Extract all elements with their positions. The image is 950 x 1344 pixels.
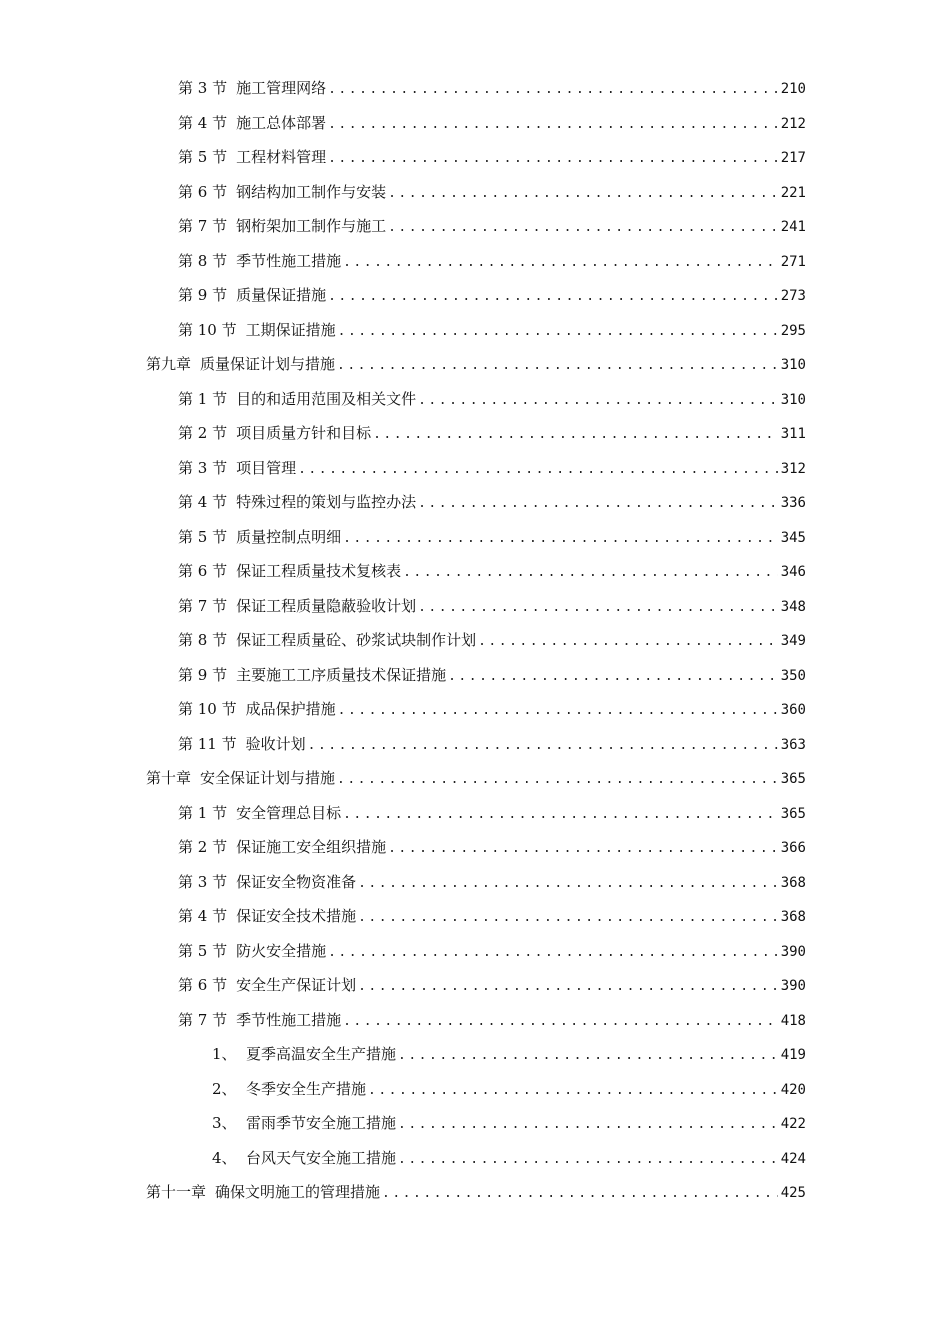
entry-number: 第 6 节 — [178, 562, 228, 580]
entry-number: 第 6 节 — [178, 182, 228, 201]
entry-number: 第 11 节 — [178, 734, 237, 753]
toc-section-entry[interactable] — [0, 106, 950, 141]
entry-page-number: 420 — [780, 1081, 806, 1098]
entry-number: 第 9 节 — [178, 665, 228, 684]
toc-section-entry[interactable] — [0, 968, 950, 1003]
entry-title: 季节性施工措施 — [236, 251, 342, 270]
entry-page-number: 312 — [780, 460, 806, 477]
toc-section-entry[interactable] — [0, 175, 950, 210]
entry-page-number: 348 — [780, 598, 806, 615]
entry-title: 安全管理总目标 — [236, 803, 342, 822]
dot-leader — [328, 108, 778, 143]
entry-page-number: 425 — [780, 1185, 806, 1201]
entry-number: 第 8 节 — [178, 631, 228, 649]
entry-title: 确保文明施工的管理措施 — [215, 1183, 381, 1201]
entry-number: 第 10 节 — [178, 320, 237, 339]
entry-title: 质量保证计划与措施 — [200, 355, 336, 373]
dot-leader — [337, 349, 778, 384]
toc-section-entry[interactable] — [0, 485, 950, 520]
entry-page-number: 349 — [780, 633, 806, 649]
toc-section-entry[interactable] — [0, 244, 950, 279]
entry-title: 保证安全技术措施 — [236, 907, 357, 925]
entry-title: 安全保证计划与措施 — [200, 769, 336, 787]
entry-page-number: 360 — [780, 702, 806, 718]
entry-title: 工程材料管理 — [236, 148, 327, 166]
entry-page-number: 368 — [780, 874, 806, 891]
dot-leader — [478, 625, 778, 660]
entry-title: 保证施工安全组织措施 — [236, 838, 387, 856]
entry-title: 保证工程质量砼、砂浆试块制作计划 — [236, 631, 477, 649]
dot-leader — [338, 315, 778, 350]
entry-page-number: 345 — [780, 529, 806, 546]
entry-page-number: 365 — [780, 805, 806, 822]
entry-number: 第 7 节 — [178, 217, 228, 235]
entry-number: 第十一章 — [146, 1183, 207, 1201]
entry-number: 1、 — [212, 1045, 237, 1063]
entry-page-number: 310 — [780, 391, 806, 408]
toc-section-entry[interactable] — [0, 71, 950, 106]
toc-section-entry[interactable] — [0, 692, 950, 727]
entry-page-number: 271 — [780, 253, 806, 270]
toc-section-entry[interactable] — [0, 589, 950, 624]
dot-leader — [418, 384, 778, 419]
toc-section-entry[interactable] — [0, 278, 950, 313]
entry-title: 钢桁架加工制作与施工 — [236, 217, 387, 235]
entry-page-number: 336 — [780, 495, 806, 511]
entry-number: 第 2 节 — [178, 424, 228, 442]
entry-page-number: 422 — [780, 1116, 806, 1132]
toc-subitem-entry[interactable] — [0, 1072, 950, 1107]
dot-leader — [358, 970, 778, 1005]
entry-title: 保证工程质量隐蔽验收计划 — [236, 596, 417, 615]
entry-title: 工期保证措施 — [245, 320, 336, 339]
entry-title: 成品保护措施 — [245, 700, 336, 718]
dot-leader — [398, 1108, 778, 1143]
entry-page-number: 310 — [780, 357, 806, 373]
entry-title: 目的和适用范围及相关文件 — [236, 389, 417, 408]
entry-title: 安全生产保证计划 — [236, 976, 357, 994]
dot-leader — [448, 660, 778, 695]
entry-number: 第十章 — [146, 769, 192, 787]
entry-title: 质量控制点明细 — [236, 527, 342, 546]
entry-page-number: 418 — [780, 1012, 806, 1029]
entry-page-number: 419 — [780, 1047, 806, 1063]
toc-subitem-entry[interactable] — [0, 1141, 950, 1176]
dot-leader — [308, 729, 778, 764]
entry-page-number: 295 — [780, 322, 806, 339]
toc-section-entry[interactable] — [0, 554, 950, 589]
toc-section-entry[interactable] — [0, 727, 950, 762]
toc-section-entry[interactable] — [0, 865, 950, 900]
entry-title: 雷雨季节安全施工措施 — [246, 1114, 397, 1132]
entry-title: 钢结构加工制作与安装 — [236, 182, 387, 201]
entry-number: 4、 — [212, 1148, 237, 1167]
entry-page-number: 390 — [780, 978, 806, 994]
entry-page-number: 368 — [780, 909, 806, 925]
dot-leader — [403, 556, 778, 591]
entry-title: 主要施工工序质量技术保证措施 — [236, 665, 447, 684]
entry-number: 第九章 — [146, 355, 192, 373]
toc-section-entry[interactable] — [0, 1003, 950, 1038]
dot-leader — [328, 142, 778, 177]
entry-number: 第 4 节 — [178, 907, 228, 925]
entry-title: 特殊过程的策划与监控办法 — [236, 493, 417, 511]
entry-number: 第 7 节 — [178, 1010, 228, 1029]
entry-page-number: 346 — [780, 564, 806, 580]
dot-leader — [338, 694, 778, 729]
toc-section-entry[interactable] — [0, 520, 950, 555]
entry-title: 季节性施工措施 — [236, 1010, 342, 1029]
dot-leader — [388, 177, 778, 212]
entry-page-number: 273 — [780, 288, 806, 304]
entry-page-number: 210 — [780, 81, 806, 97]
entry-title: 冬季安全生产措施 — [246, 1079, 367, 1098]
dot-leader — [418, 487, 778, 522]
dot-leader — [358, 901, 778, 936]
toc-chapter-entry[interactable] — [0, 1175, 950, 1210]
toc-subitem-entry[interactable] — [0, 1037, 950, 1072]
entry-title: 项目质量方针和目标 — [236, 424, 372, 442]
toc-chapter-entry[interactable] — [0, 347, 950, 382]
entry-page-number: 350 — [780, 667, 806, 684]
dot-leader — [298, 453, 778, 488]
dot-leader — [343, 522, 778, 557]
toc-section-entry[interactable] — [0, 140, 950, 175]
entry-title: 项目管理 — [236, 458, 297, 477]
entry-number: 第 9 节 — [178, 286, 228, 304]
table-of-contents — [0, 71, 950, 1210]
entry-page-number: 363 — [780, 736, 806, 753]
entry-page-number: 365 — [780, 771, 806, 787]
dot-leader — [328, 280, 778, 315]
entry-page-number: 212 — [780, 115, 806, 132]
toc-section-entry[interactable] — [0, 623, 950, 658]
entry-number: 2、 — [212, 1079, 237, 1098]
dot-leader — [373, 418, 778, 453]
dot-leader — [418, 591, 778, 626]
entry-page-number: 221 — [780, 184, 806, 201]
dot-leader — [343, 798, 778, 833]
toc-section-entry[interactable] — [0, 451, 950, 486]
toc-section-entry[interactable] — [0, 416, 950, 451]
entry-number: 第 6 节 — [178, 976, 228, 994]
entry-title: 施工总体部署 — [236, 113, 327, 132]
entry-title: 验收计划 — [245, 734, 306, 753]
toc-section-entry[interactable] — [0, 313, 950, 348]
entry-number: 第 7 节 — [178, 596, 228, 615]
dot-leader — [358, 867, 778, 902]
toc-section-entry[interactable] — [0, 658, 950, 693]
entry-title: 夏季高温安全生产措施 — [246, 1045, 397, 1063]
entry-page-number: 424 — [780, 1150, 806, 1167]
entry-number: 第 5 节 — [178, 527, 228, 546]
entry-page-number: 390 — [780, 943, 806, 960]
dot-leader — [328, 936, 778, 971]
entry-title: 保证工程质量技术复核表 — [236, 562, 402, 580]
toc-section-entry[interactable] — [0, 830, 950, 865]
entry-number: 第 4 节 — [178, 493, 228, 511]
dot-leader — [382, 1177, 778, 1212]
entry-title: 质量保证措施 — [236, 286, 327, 304]
dot-leader — [398, 1143, 778, 1178]
entry-number: 第 1 节 — [178, 389, 228, 408]
entry-title: 保证安全物资准备 — [236, 872, 357, 891]
entry-number: 第 4 节 — [178, 113, 228, 132]
entry-number: 第 5 节 — [178, 941, 228, 960]
entry-title: 防火安全措施 — [236, 941, 327, 960]
entry-number: 3、 — [212, 1114, 237, 1132]
dot-leader — [388, 211, 778, 246]
toc-section-entry[interactable] — [0, 899, 950, 934]
toc-chapter-entry[interactable] — [0, 761, 950, 796]
entry-number: 第 8 节 — [178, 251, 228, 270]
entry-number: 第 3 节 — [178, 79, 228, 97]
entry-page-number: 366 — [780, 840, 806, 856]
dot-leader — [398, 1039, 778, 1074]
dot-leader — [337, 763, 778, 798]
toc-subitem-entry[interactable] — [0, 1106, 950, 1141]
entry-page-number: 311 — [780, 426, 806, 442]
toc-section-entry[interactable] — [0, 209, 950, 244]
dot-leader — [343, 1005, 778, 1040]
entry-number: 第 10 节 — [178, 700, 237, 718]
entry-title: 施工管理网络 — [236, 79, 327, 97]
toc-section-entry[interactable] — [0, 796, 950, 831]
entry-number: 第 3 节 — [178, 872, 228, 891]
entry-title: 台风天气安全施工措施 — [246, 1148, 397, 1167]
dot-leader — [343, 246, 778, 281]
entry-page-number: 217 — [780, 150, 806, 166]
entry-number: 第 2 节 — [178, 838, 228, 856]
toc-section-entry[interactable] — [0, 382, 950, 417]
dot-leader — [388, 832, 778, 867]
dot-leader — [368, 1074, 778, 1109]
entry-number: 第 3 节 — [178, 458, 228, 477]
entry-number: 第 1 节 — [178, 803, 228, 822]
toc-section-entry[interactable] — [0, 934, 950, 969]
entry-page-number: 241 — [780, 219, 806, 235]
dot-leader — [328, 73, 778, 108]
entry-number: 第 5 节 — [178, 148, 228, 166]
